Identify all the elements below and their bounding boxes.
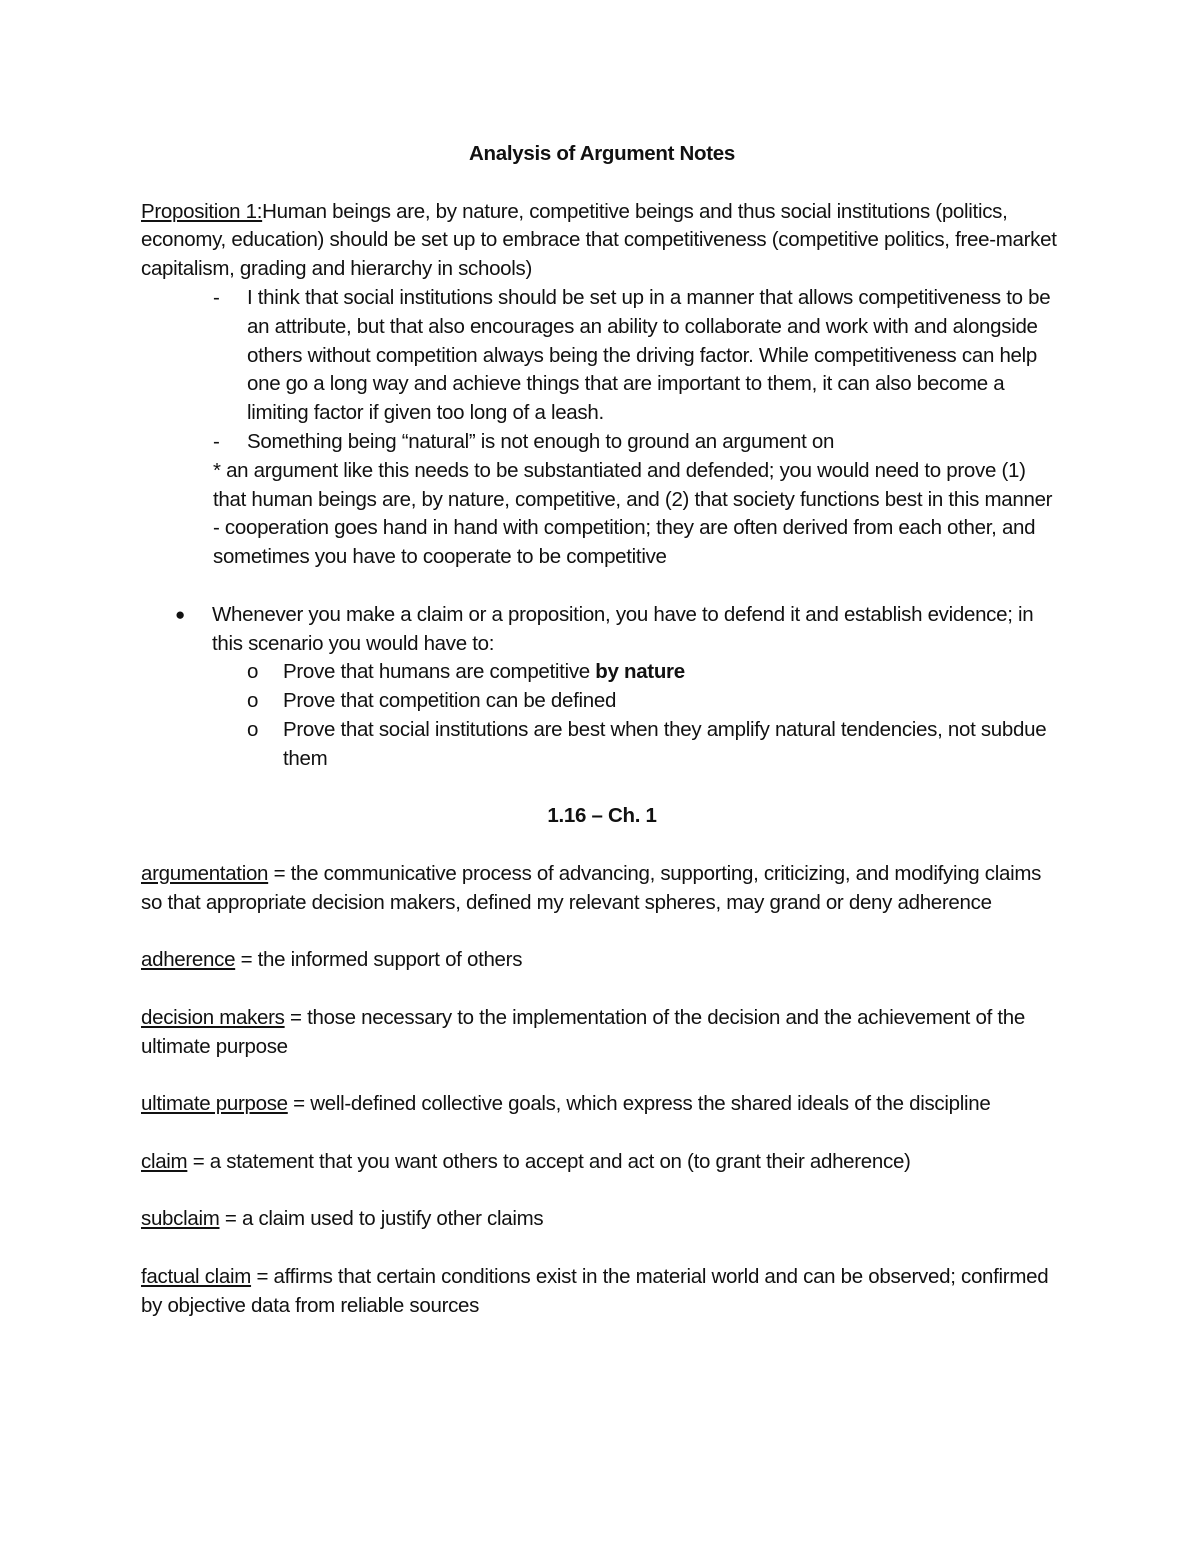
spacer — [141, 1177, 1063, 1206]
proposition-paragraph — [141, 198, 1063, 284]
definition-text: = those necessary to the implementation of the decision and the achievement of the ultimate purpose — [141, 1005, 1025, 1058]
bullet-icon: ● — [175, 604, 185, 624]
spacer — [141, 572, 1063, 601]
definition-item — [141, 1148, 1063, 1177]
list-item — [141, 284, 1063, 428]
sub-item-text: Prove that humans are competitive — [283, 660, 596, 684]
definition-text: = a claim used to justify other claims — [219, 1207, 544, 1231]
sub-item-text: Prove that competition can be defined — [283, 689, 617, 713]
sub-list-item — [141, 687, 1063, 716]
definition-item — [141, 1090, 1063, 1119]
sub-item-text: Prove that social institutions are best when they amplify natural tendencies, not subdue them — [283, 717, 1047, 770]
dash-marker: - — [213, 429, 220, 453]
definition-term: ultimate purpose — [141, 1092, 288, 1116]
bullet-text: Whenever you make a claim or a proposition, you have to defend it and establish evidence; in this scenario you would have to: — [212, 602, 1034, 655]
section-heading: 1.16 – Ch. 1 — [547, 804, 657, 828]
circle-bullet-icon: o — [247, 660, 259, 684]
definition-text: = a statement that you want others to accept and act on (to grant their adherence) — [187, 1149, 911, 1173]
circle-bullet-icon: o — [247, 717, 259, 741]
list-item-text: Something being “natural” is not enough to ground an argument on — [247, 429, 835, 453]
dash-note: - cooperation goes hand in hand with competition; they are often derived from each other, and sometimes you have to cooperate to be competitive — [213, 516, 1036, 569]
spacer — [141, 918, 1063, 947]
star-note: * an argument like this needs to be substantiated and defended; you would need to prove (1) that human beings are, by nature, competitive, and (2) that society functions best in this manner — [213, 458, 1053, 511]
sub-list-item — [141, 716, 1063, 774]
definition-text: = the communicative process of advancing, supporting, criticizing, and modifying claims so that appropriate decision makers, defined my relevant spheres, may grand or deny adherence — [141, 861, 1042, 914]
definition-text: = well-defined collective goals, which express the shared ideals of the discipline — [287, 1092, 991, 1116]
sub-item-bold: by nature — [595, 660, 685, 684]
definition-term: decision makers — [141, 1005, 285, 1029]
definition-item — [141, 1004, 1063, 1062]
definition-text: = the informed support of others — [235, 948, 523, 972]
list-item-text: I think that social institutions should be set up in a manner that allows competitiveness to be an attribute, but that also encourages an ability to collaborate and work with and alongside others without competition always being the driving factor. While competitiveness can help one go a long way and achieve things that are important to them, it can also become a limiting factor if given too long of a leash. — [247, 285, 1051, 425]
definition-text: = affirms that certain conditions exist in the material world and can be observed; confirmed by objective data from reliable sources — [141, 1265, 1049, 1317]
document-title: Analysis of Argument Notes — [469, 142, 735, 165]
definition-term: claim — [141, 1149, 188, 1173]
spacer — [141, 1062, 1063, 1091]
circle-bullet-icon: o — [247, 689, 259, 713]
spacer — [141, 774, 1063, 803]
list-item — [141, 428, 1063, 457]
spacer — [141, 975, 1063, 1004]
spacer — [141, 1119, 1063, 1148]
document-page — [141, 140, 1063, 1321]
definition-item — [141, 860, 1063, 918]
proposition-text: Human beings are, by nature, competitive beings and thus social institutions (politics, economy, education) should be set up to embrace that competitiveness (competitive politics, free-market capitalism, grading and hierarchy in schools) — [141, 199, 1057, 281]
definition-term: argumentation — [141, 861, 269, 885]
proposition-label: Proposition 1: — [141, 199, 263, 223]
spacer — [141, 1234, 1063, 1263]
definitions-list — [141, 860, 1063, 1321]
definition-item — [141, 1263, 1063, 1321]
definition-item — [141, 946, 1063, 975]
spacer — [141, 831, 1063, 860]
definition-term: adherence — [141, 948, 236, 972]
sub-list-item — [141, 658, 1063, 687]
dash-marker: - — [213, 285, 220, 309]
definition-item — [141, 1205, 1063, 1234]
bullet-item — [141, 601, 1063, 659]
definition-term: subclaim — [141, 1207, 220, 1231]
definition-term: factual claim — [141, 1265, 252, 1289]
